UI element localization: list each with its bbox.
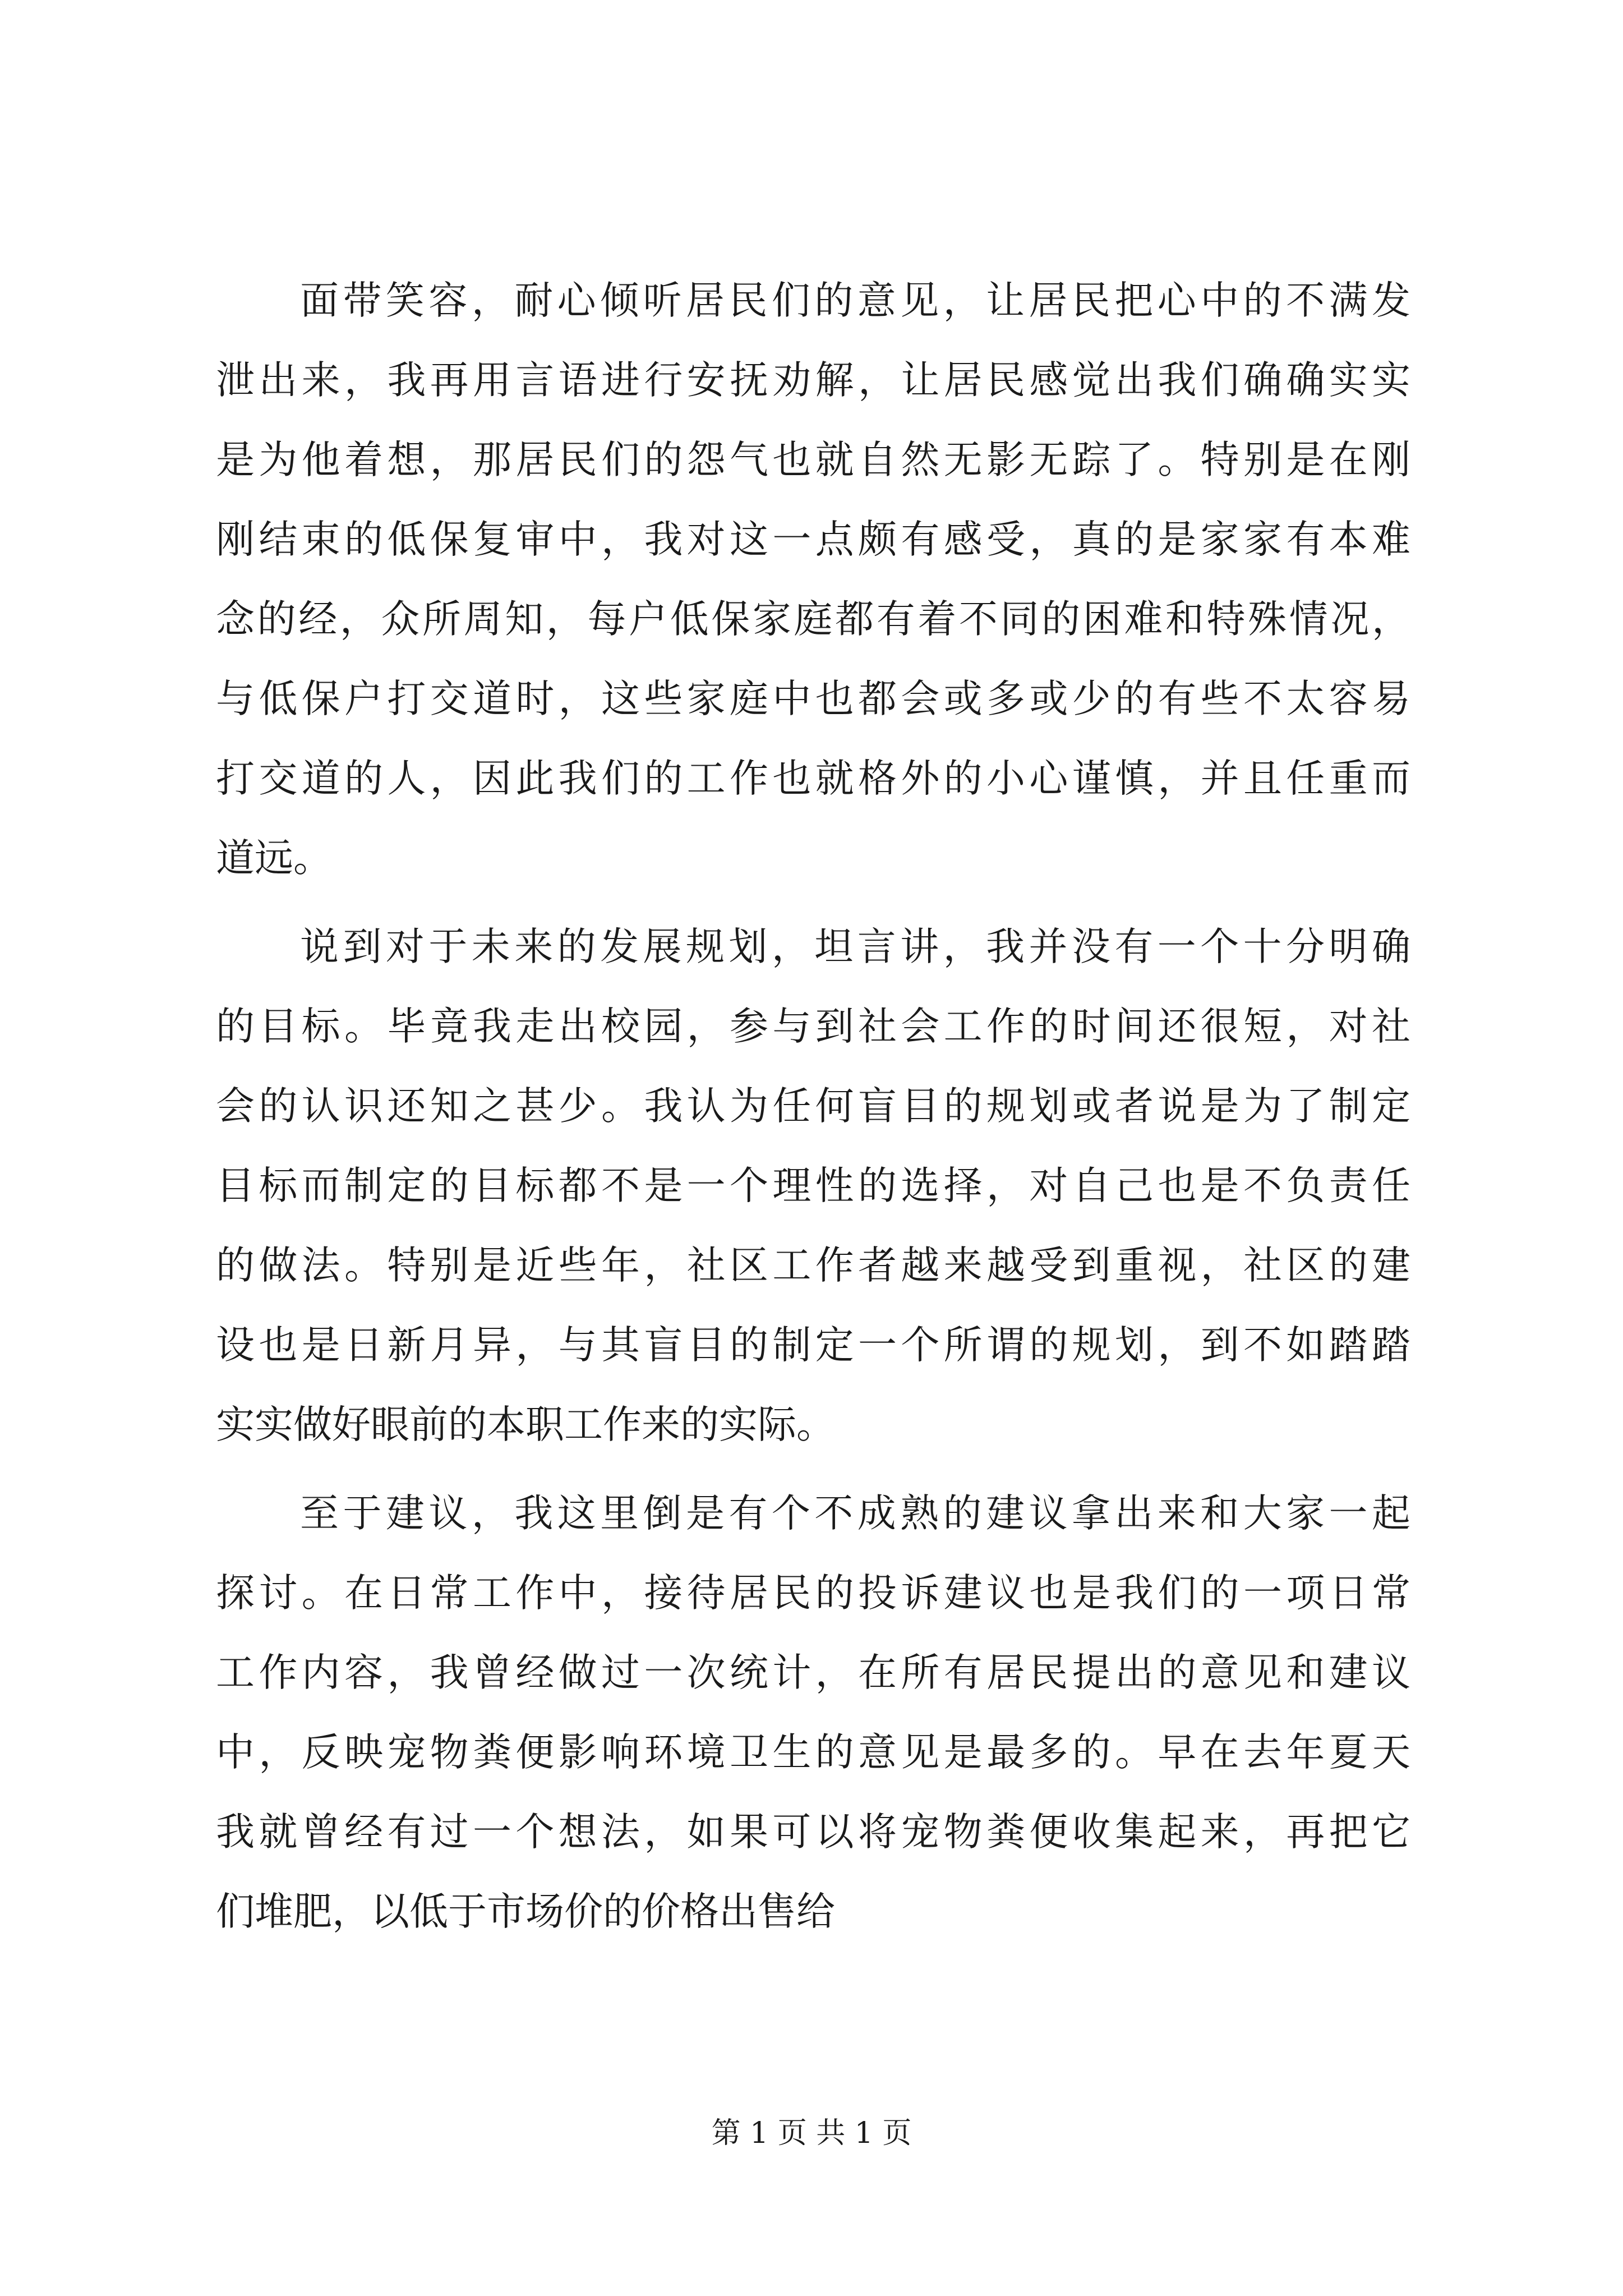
text-line: 刚结束的低保复审中，我对这一点颇有感受，真的是家家有本难 <box>216 517 1410 562</box>
text-line: 工作内容，我曾经做过一次统计，在所有居民提出的意见和建议 <box>216 1650 1410 1695</box>
text-line: 打交道的人，因此我们的工作也就格外的小心谨慎，并且任重而 <box>216 756 1410 801</box>
text-line: 设也是日新月异，与其盲目的制定一个所谓的规划，到不如踏踏 <box>216 1323 1410 1368</box>
text-line: 至于建议，我这里倒是有个不成熟的建议拿出来和大家一起 <box>300 1491 1410 1536</box>
text-line: 探讨。在日常工作中，接待居民的投诉建议也是我们的一项日常 <box>216 1571 1410 1616</box>
text-line: 目标而制定的目标都不是一个理性的选择，对自己也是不负责任 <box>216 1163 1410 1208</box>
text-line: 的做法。特别是近些年，社区工作者越来越受到重视，社区的建 <box>216 1243 1410 1288</box>
paragraph-3 <box>216 1474 1410 1952</box>
text-line: 泄出来，我再用言语进行安抚劝解，让居民感觉出我们确确实实 <box>216 358 1410 403</box>
text-line: 我就曾经有过一个想法，如果可以将宠物粪便收集起来，再把它 <box>216 1810 1410 1855</box>
document-body <box>216 261 1410 1952</box>
text-line: 面带笑容，耐心倾听居民们的意见，让居民把心中的不满发 <box>300 278 1410 323</box>
text-line: 的目标。毕竟我走出校园，参与到社会工作的时间还很短，对社 <box>216 1004 1410 1049</box>
text-line: 实实做好眼前的本职工作来的实际。 <box>216 1402 835 1447</box>
page-footer: 第 1 页 共 1 页 <box>711 2116 912 2150</box>
paragraph-2 <box>216 907 1410 1465</box>
text-line: 道远。 <box>216 836 332 881</box>
paragraph-1 <box>216 261 1410 898</box>
text-line: 说到对于未来的发展规划，坦言讲，我并没有一个十分明确 <box>300 924 1410 969</box>
text-line: 中，反映宠物粪便影响环境卫生的意见是最多的。早在去年夏天 <box>216 1730 1410 1775</box>
text-line: 是为他着想，那居民们的怨气也就自然无影无踪了。特别是在刚 <box>216 438 1410 482</box>
text-line: 会的认识还知之甚少。我认为任何盲目的规划或者说是为了制定 <box>216 1084 1410 1129</box>
text-line: 与低保户打交道时，这些家庭中也都会或多或少的有些不太容易 <box>216 677 1410 721</box>
text-line: 念的经，众所周知，每户低保家庭都有着不同的困难和特殊情况， <box>216 597 1410 642</box>
text-line: 们堆肥，以低于市场价的价格出售给 <box>216 1889 835 1934</box>
